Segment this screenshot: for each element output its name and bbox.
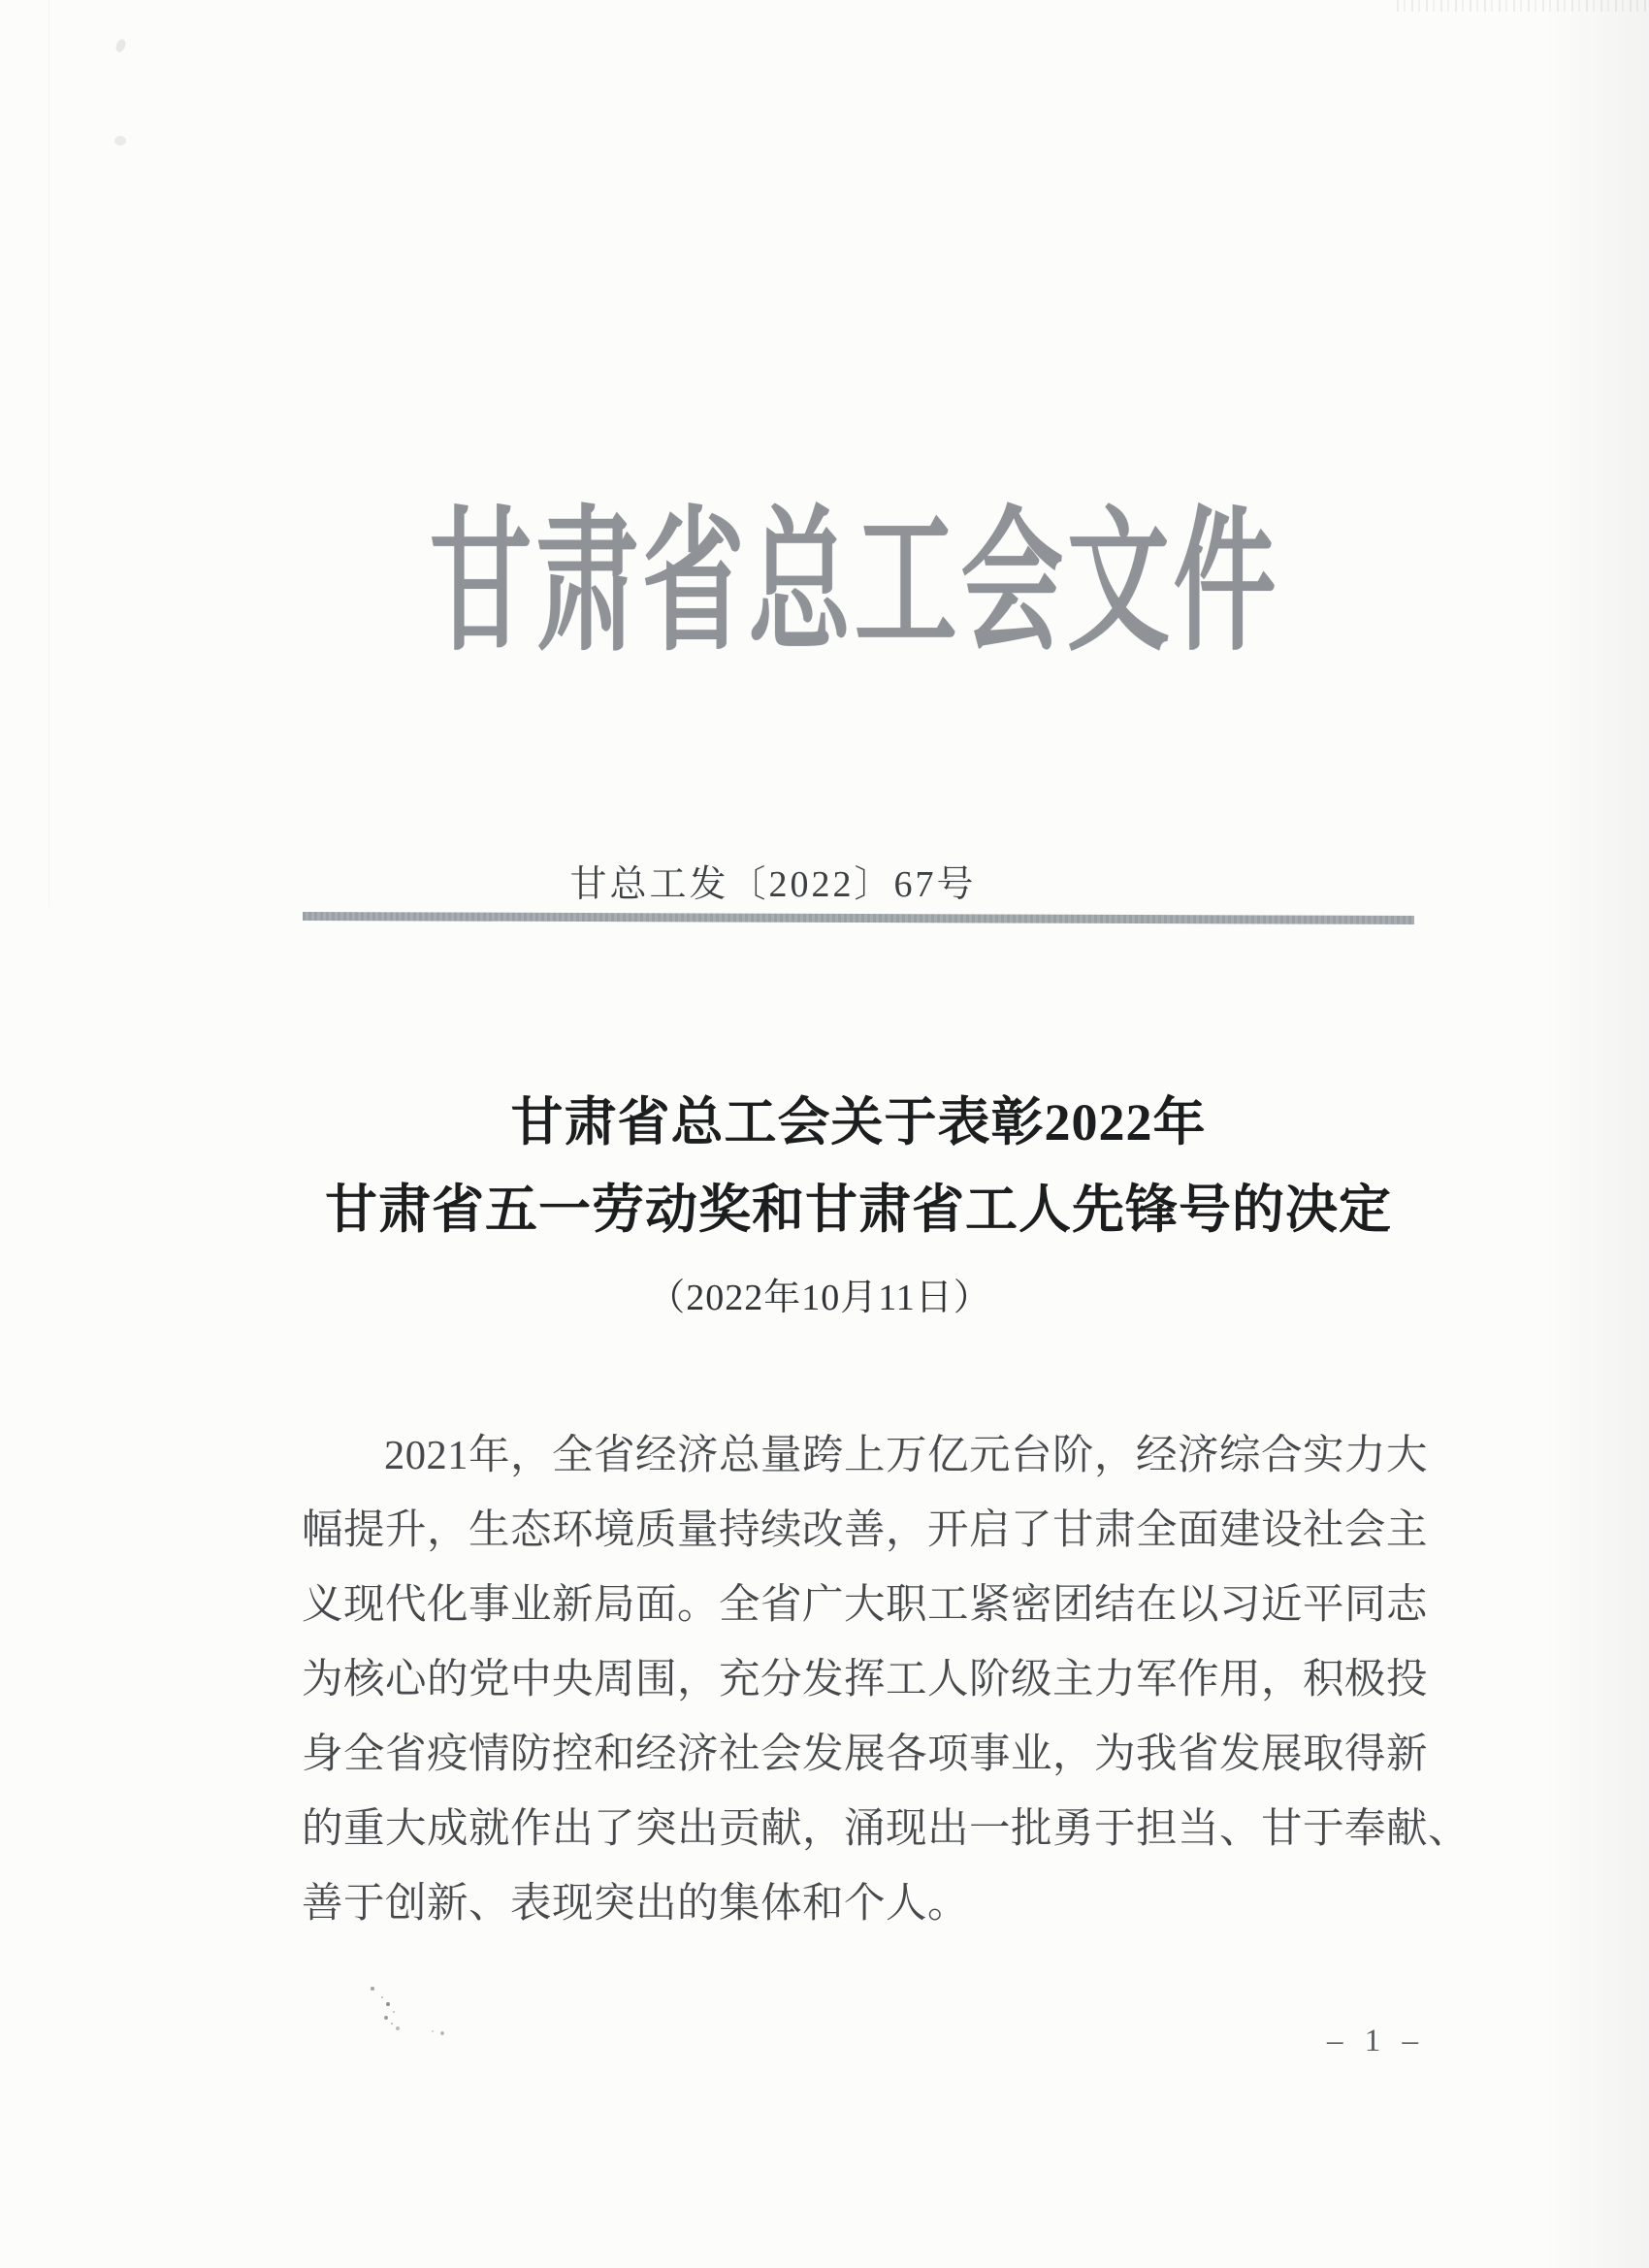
letterhead (60, 497, 1649, 669)
scan-noise-artifact (1397, 0, 1649, 12)
smudge-artifact (114, 136, 126, 146)
body-line: 身全省疫情防控和经济社会发展各项事业，为我省发展取得新 (302, 1732, 1429, 1777)
page-number: – 1 – (1327, 2024, 1425, 2058)
document-body (302, 1418, 1471, 1941)
letterhead-rule (303, 912, 1414, 924)
document-title-line-2: 甘肃省五一劳动奖和甘肃省工人先锋号的决定 (325, 1181, 1392, 1239)
letterhead-org-title: 甘肃省总工会文件 (429, 497, 1280, 669)
document-reference-number: 甘总工发〔2022〕67号 (569, 864, 977, 905)
body-line: 的重大成就作出了突出贡献，涌现出一批勇于担当、甘于奉献、 (302, 1806, 1471, 1852)
body-line: 善于创新、表现突出的集体和个人。 (302, 1881, 970, 1927)
body-line: 2021年，全省经济总量跨上万亿元台阶，经济综合实力大 (384, 1433, 1429, 1478)
document-date: （2022年10月11日） (648, 1278, 991, 1318)
document-title-line-1: 甘肃省总工会关于表彰2022年 (510, 1093, 1207, 1151)
body-line: 幅提升，生态环境质量持续改善，开启了甘肃全面建设社会主 (302, 1507, 1429, 1553)
body-line: 义现代化事业新局面。全省广大职工紧密团结在以习近平同志 (302, 1582, 1429, 1628)
body-line: 为核心的党中央周围，充分发挥工人阶级主力军作用，积极投 (302, 1657, 1429, 1702)
scan-edge-artifact (48, 0, 49, 907)
pen-scribble-artifact (371, 1987, 374, 1991)
document-title (68, 1079, 1649, 1253)
smudge-artifact (114, 38, 127, 53)
